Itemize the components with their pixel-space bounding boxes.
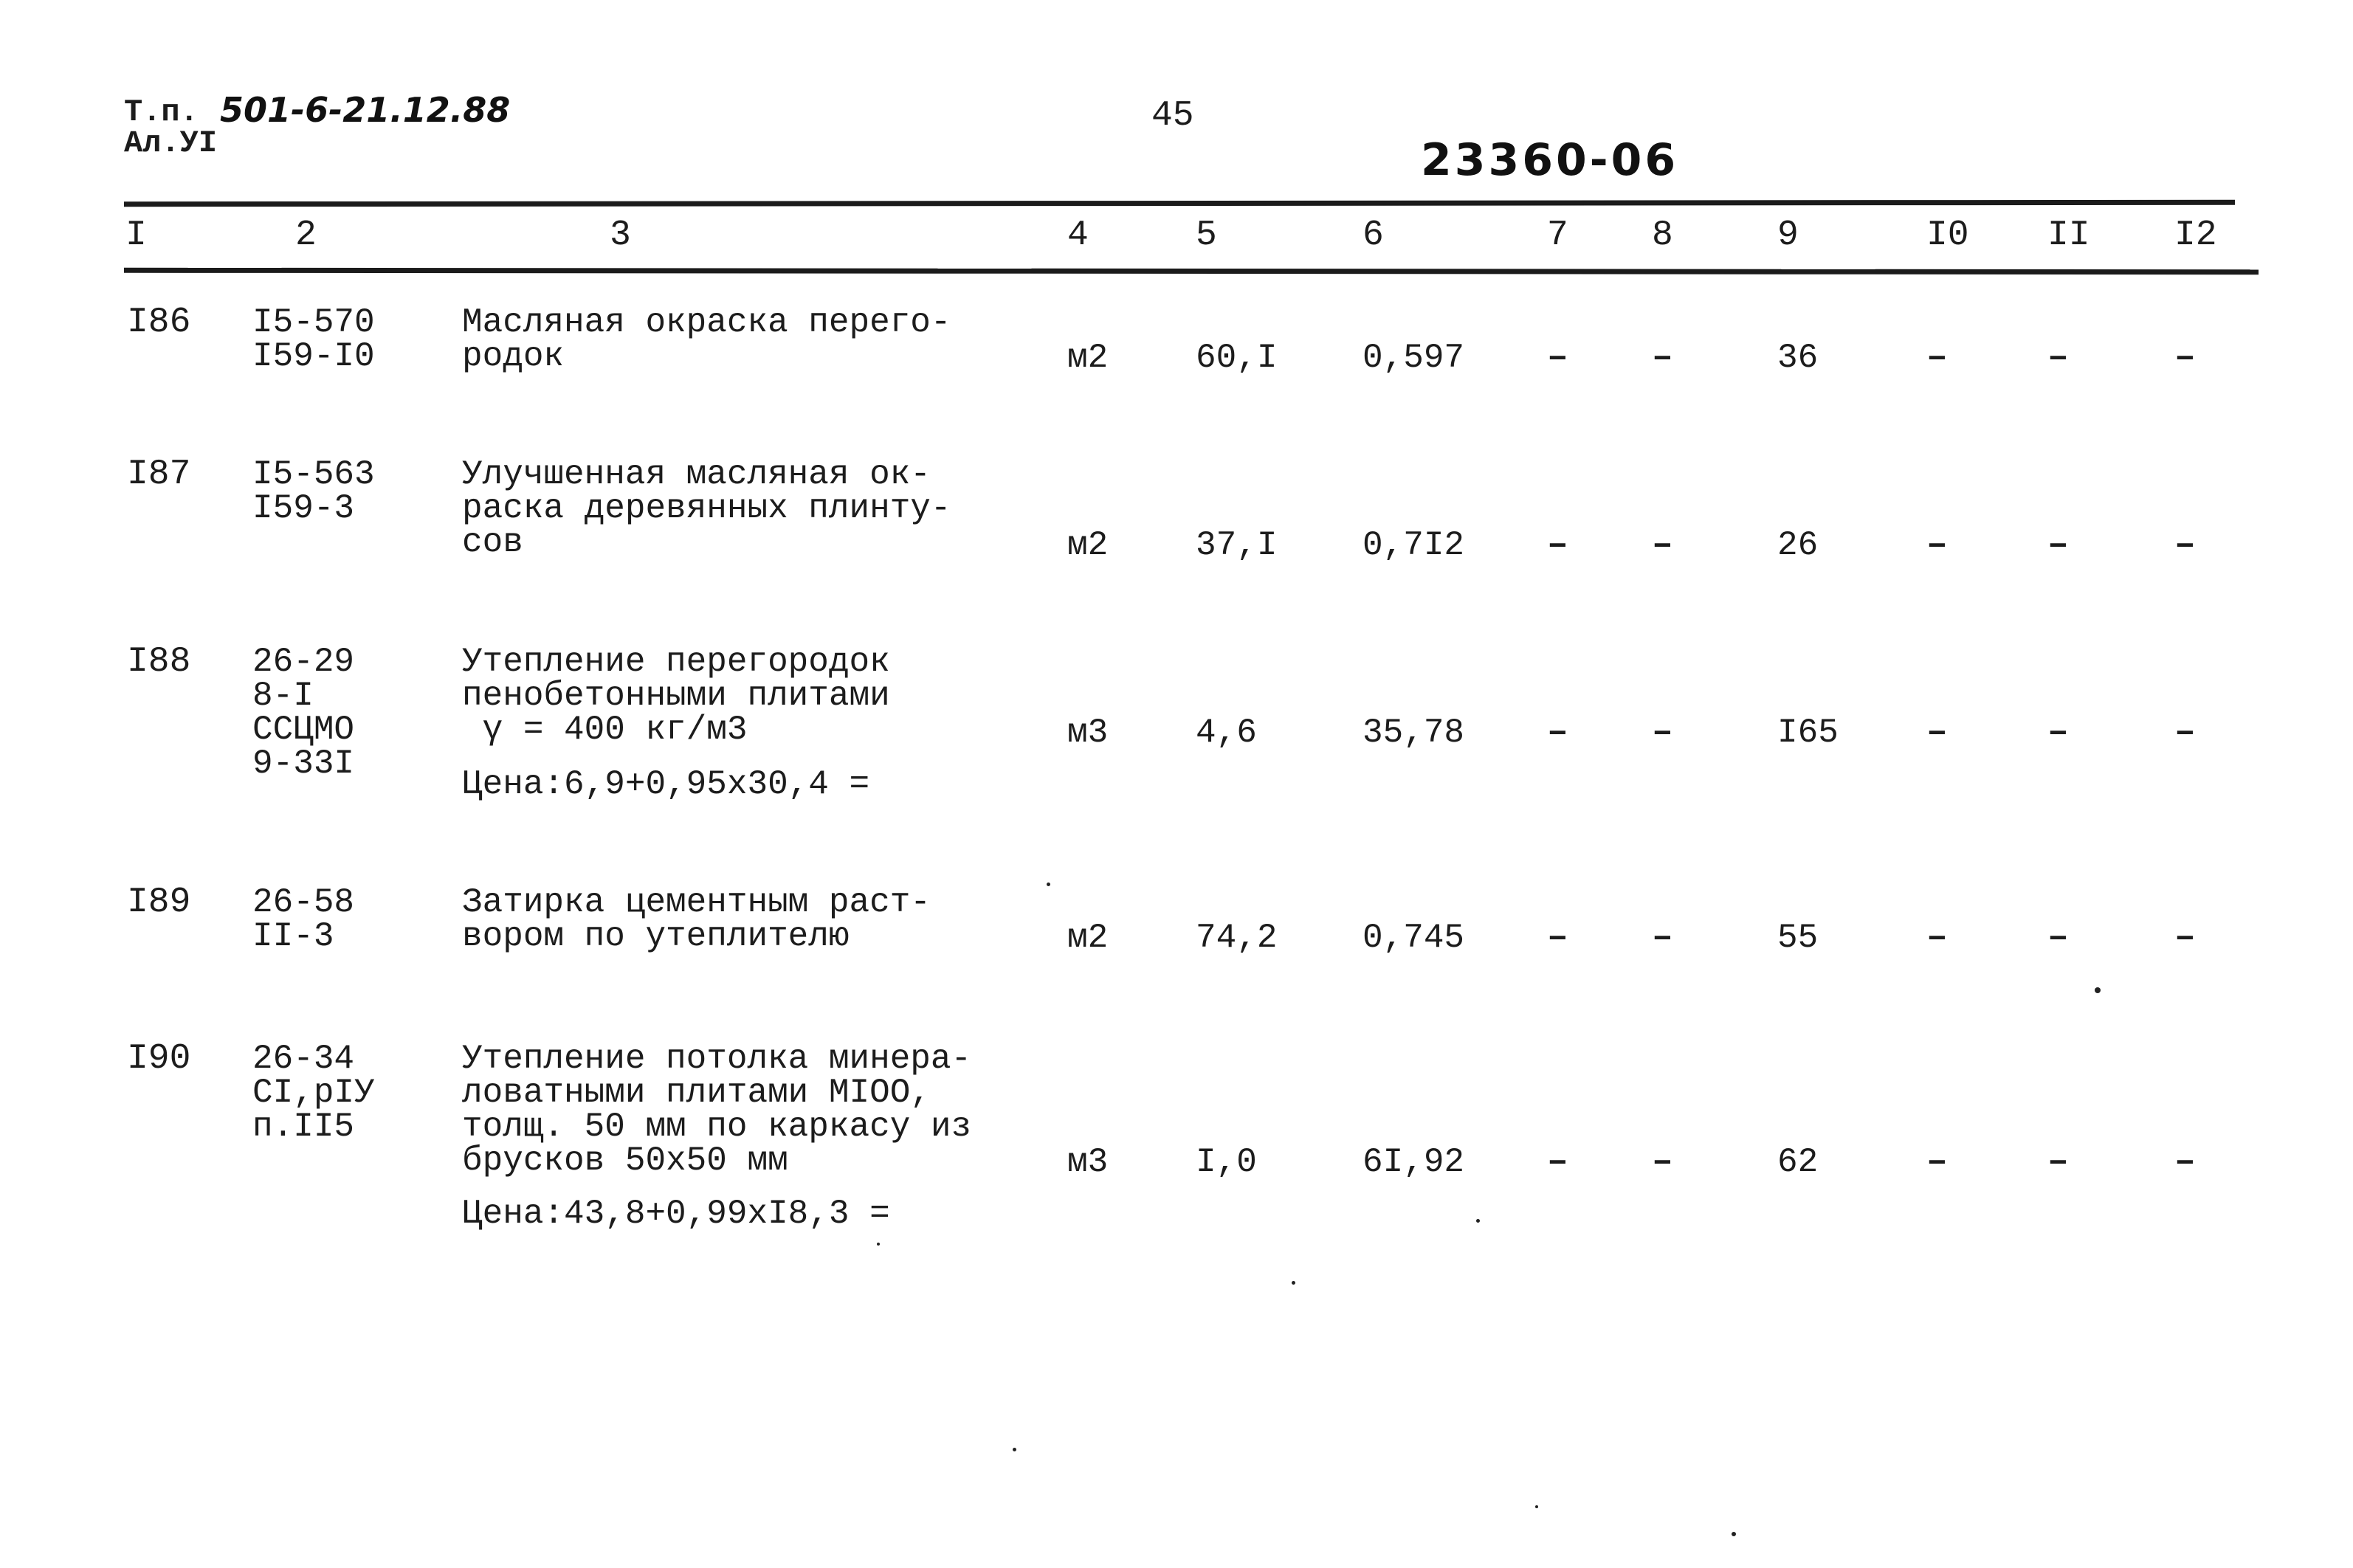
col10-value: – (1926, 713, 1948, 753)
quantity: 74,2 (1196, 919, 1278, 957)
col12-value: – (2174, 1142, 2196, 1182)
norm-code: 9-33I (252, 745, 355, 783)
col8-value: – (1652, 525, 1673, 565)
col9-value: I65 (1777, 714, 1839, 752)
col10-value: – (1926, 525, 1948, 565)
col7-value: – (1547, 918, 1568, 958)
col11-value: – (2047, 338, 2069, 378)
col7-value: – (1547, 713, 1568, 753)
scan-speck (1047, 883, 1050, 886)
col-header-12: I2 (2174, 215, 2217, 255)
col9-value: 26 (1777, 526, 1819, 564)
work-description: толщ. 50 мм по каркасу из (462, 1108, 972, 1146)
scan-speck (1535, 1505, 1538, 1508)
doc-prefix: Т.п. (124, 94, 199, 130)
scan-speck (877, 1243, 880, 1246)
unit-cost: 6I,92 (1362, 1143, 1465, 1181)
header-bottom-rule (124, 268, 2259, 275)
unit: м2 (1067, 526, 1109, 564)
unit: м2 (1067, 339, 1109, 377)
work-description: брусков 50х50 мм (462, 1142, 788, 1180)
col-header-11: II (2047, 215, 2090, 255)
scan-speck (1476, 1219, 1480, 1223)
price-formula: Цена:6,9+0,95х30,4 = (462, 765, 870, 804)
work-description: Масляная окраска перего- (462, 303, 951, 342)
col11-value: – (2047, 525, 2069, 565)
row-number: I87 (127, 455, 191, 494)
col-header-4: 4 (1067, 215, 1089, 255)
work-description: сов (462, 523, 523, 562)
unit: м3 (1067, 714, 1109, 752)
norm-code: I59-I0 (252, 337, 375, 376)
norm-code: II-3 (252, 917, 334, 956)
norm-code: I59-3 (252, 489, 355, 528)
col-header-2: 2 (295, 215, 317, 255)
col12-value: – (2174, 713, 2196, 753)
row-number: I88 (127, 642, 191, 682)
work-description: Утепление потолка минера- (462, 1040, 972, 1078)
norm-code: СI,рIУ (252, 1074, 375, 1112)
quantity: 37,I (1196, 526, 1278, 564)
scan-speck (2095, 987, 2101, 993)
work-description: γ = 400 кг/м3 (462, 711, 748, 749)
norm-code: 26-29 (252, 643, 355, 681)
col9-value: 36 (1777, 339, 1819, 377)
col-header-6: 6 (1362, 215, 1384, 255)
work-description: родок (462, 337, 565, 376)
col8-value: – (1652, 918, 1673, 958)
col12-value: – (2174, 918, 2196, 958)
work-description: Затирка цементным раст- (462, 883, 931, 922)
norm-code: 26-34 (252, 1040, 355, 1078)
col8-value: – (1652, 713, 1673, 753)
row-number: I90 (127, 1039, 191, 1079)
work-description: пенобетонными плитами (462, 677, 890, 715)
row-number: I89 (127, 883, 191, 922)
doc-number: 501-6-21.12.88 (220, 90, 511, 130)
col-header-1: I (125, 215, 147, 255)
unit: м2 (1067, 919, 1109, 957)
work-description: Утепление перегородок (462, 643, 890, 681)
col11-value: – (2047, 713, 2069, 753)
col11-value: – (2047, 1142, 2069, 1182)
work-description: ловатными плитами МIОО, (462, 1074, 931, 1112)
col7-value: – (1547, 1142, 1568, 1182)
col12-value: – (2174, 338, 2196, 378)
col9-value: 62 (1777, 1143, 1819, 1181)
row-number: I86 (127, 303, 191, 342)
quantity: 4,6 (1196, 714, 1257, 752)
col7-value: – (1547, 338, 1568, 378)
work-description: Улучшенная масляная ок- (462, 455, 931, 494)
col10-value: – (1926, 1142, 1948, 1182)
unit-cost: 0,597 (1362, 339, 1465, 377)
norm-code: I5-563 (252, 455, 375, 494)
col10-value: – (1926, 338, 1948, 378)
norm-code: 26-58 (252, 883, 355, 922)
doc-code: 23360-06 (1421, 134, 1679, 186)
col-header-7: 7 (1547, 215, 1568, 255)
price-formula: Цена:43,8+0,99хI8,3 = (462, 1195, 890, 1233)
col-header-8: 8 (1652, 215, 1673, 255)
table-top-rule (124, 200, 2235, 207)
norm-code: п.II5 (252, 1108, 355, 1146)
col9-value: 55 (1777, 919, 1819, 957)
quantity: 60,I (1196, 339, 1278, 377)
col10-value: – (1926, 918, 1948, 958)
scan-speck (1732, 1532, 1736, 1536)
unit-cost: 0,745 (1362, 919, 1465, 957)
col11-value: – (2047, 918, 2069, 958)
sheet-label: Ал.УI (124, 125, 218, 161)
norm-code: 8-I (252, 677, 314, 715)
col7-value: – (1547, 525, 1568, 565)
quantity: I,0 (1196, 1143, 1257, 1181)
col-header-9: 9 (1777, 215, 1799, 255)
col-header-5: 5 (1196, 215, 1217, 255)
norm-code: ССЦМО (252, 711, 355, 749)
col-header-3: 3 (610, 215, 631, 255)
col12-value: – (2174, 525, 2196, 565)
col8-value: – (1652, 338, 1673, 378)
page-number: 45 (1151, 96, 1194, 136)
col8-value: – (1652, 1142, 1673, 1182)
work-description: раска деревянных плинту- (462, 489, 951, 528)
unit-cost: 35,78 (1362, 714, 1465, 752)
work-description: вором по утеплителю (462, 917, 850, 956)
unit: м3 (1067, 1143, 1109, 1181)
scan-speck (1292, 1281, 1295, 1285)
scan-speck (1013, 1448, 1016, 1451)
unit-cost: 0,7I2 (1362, 526, 1465, 564)
norm-code: I5-570 (252, 303, 375, 342)
col-header-10: I0 (1926, 215, 1969, 255)
